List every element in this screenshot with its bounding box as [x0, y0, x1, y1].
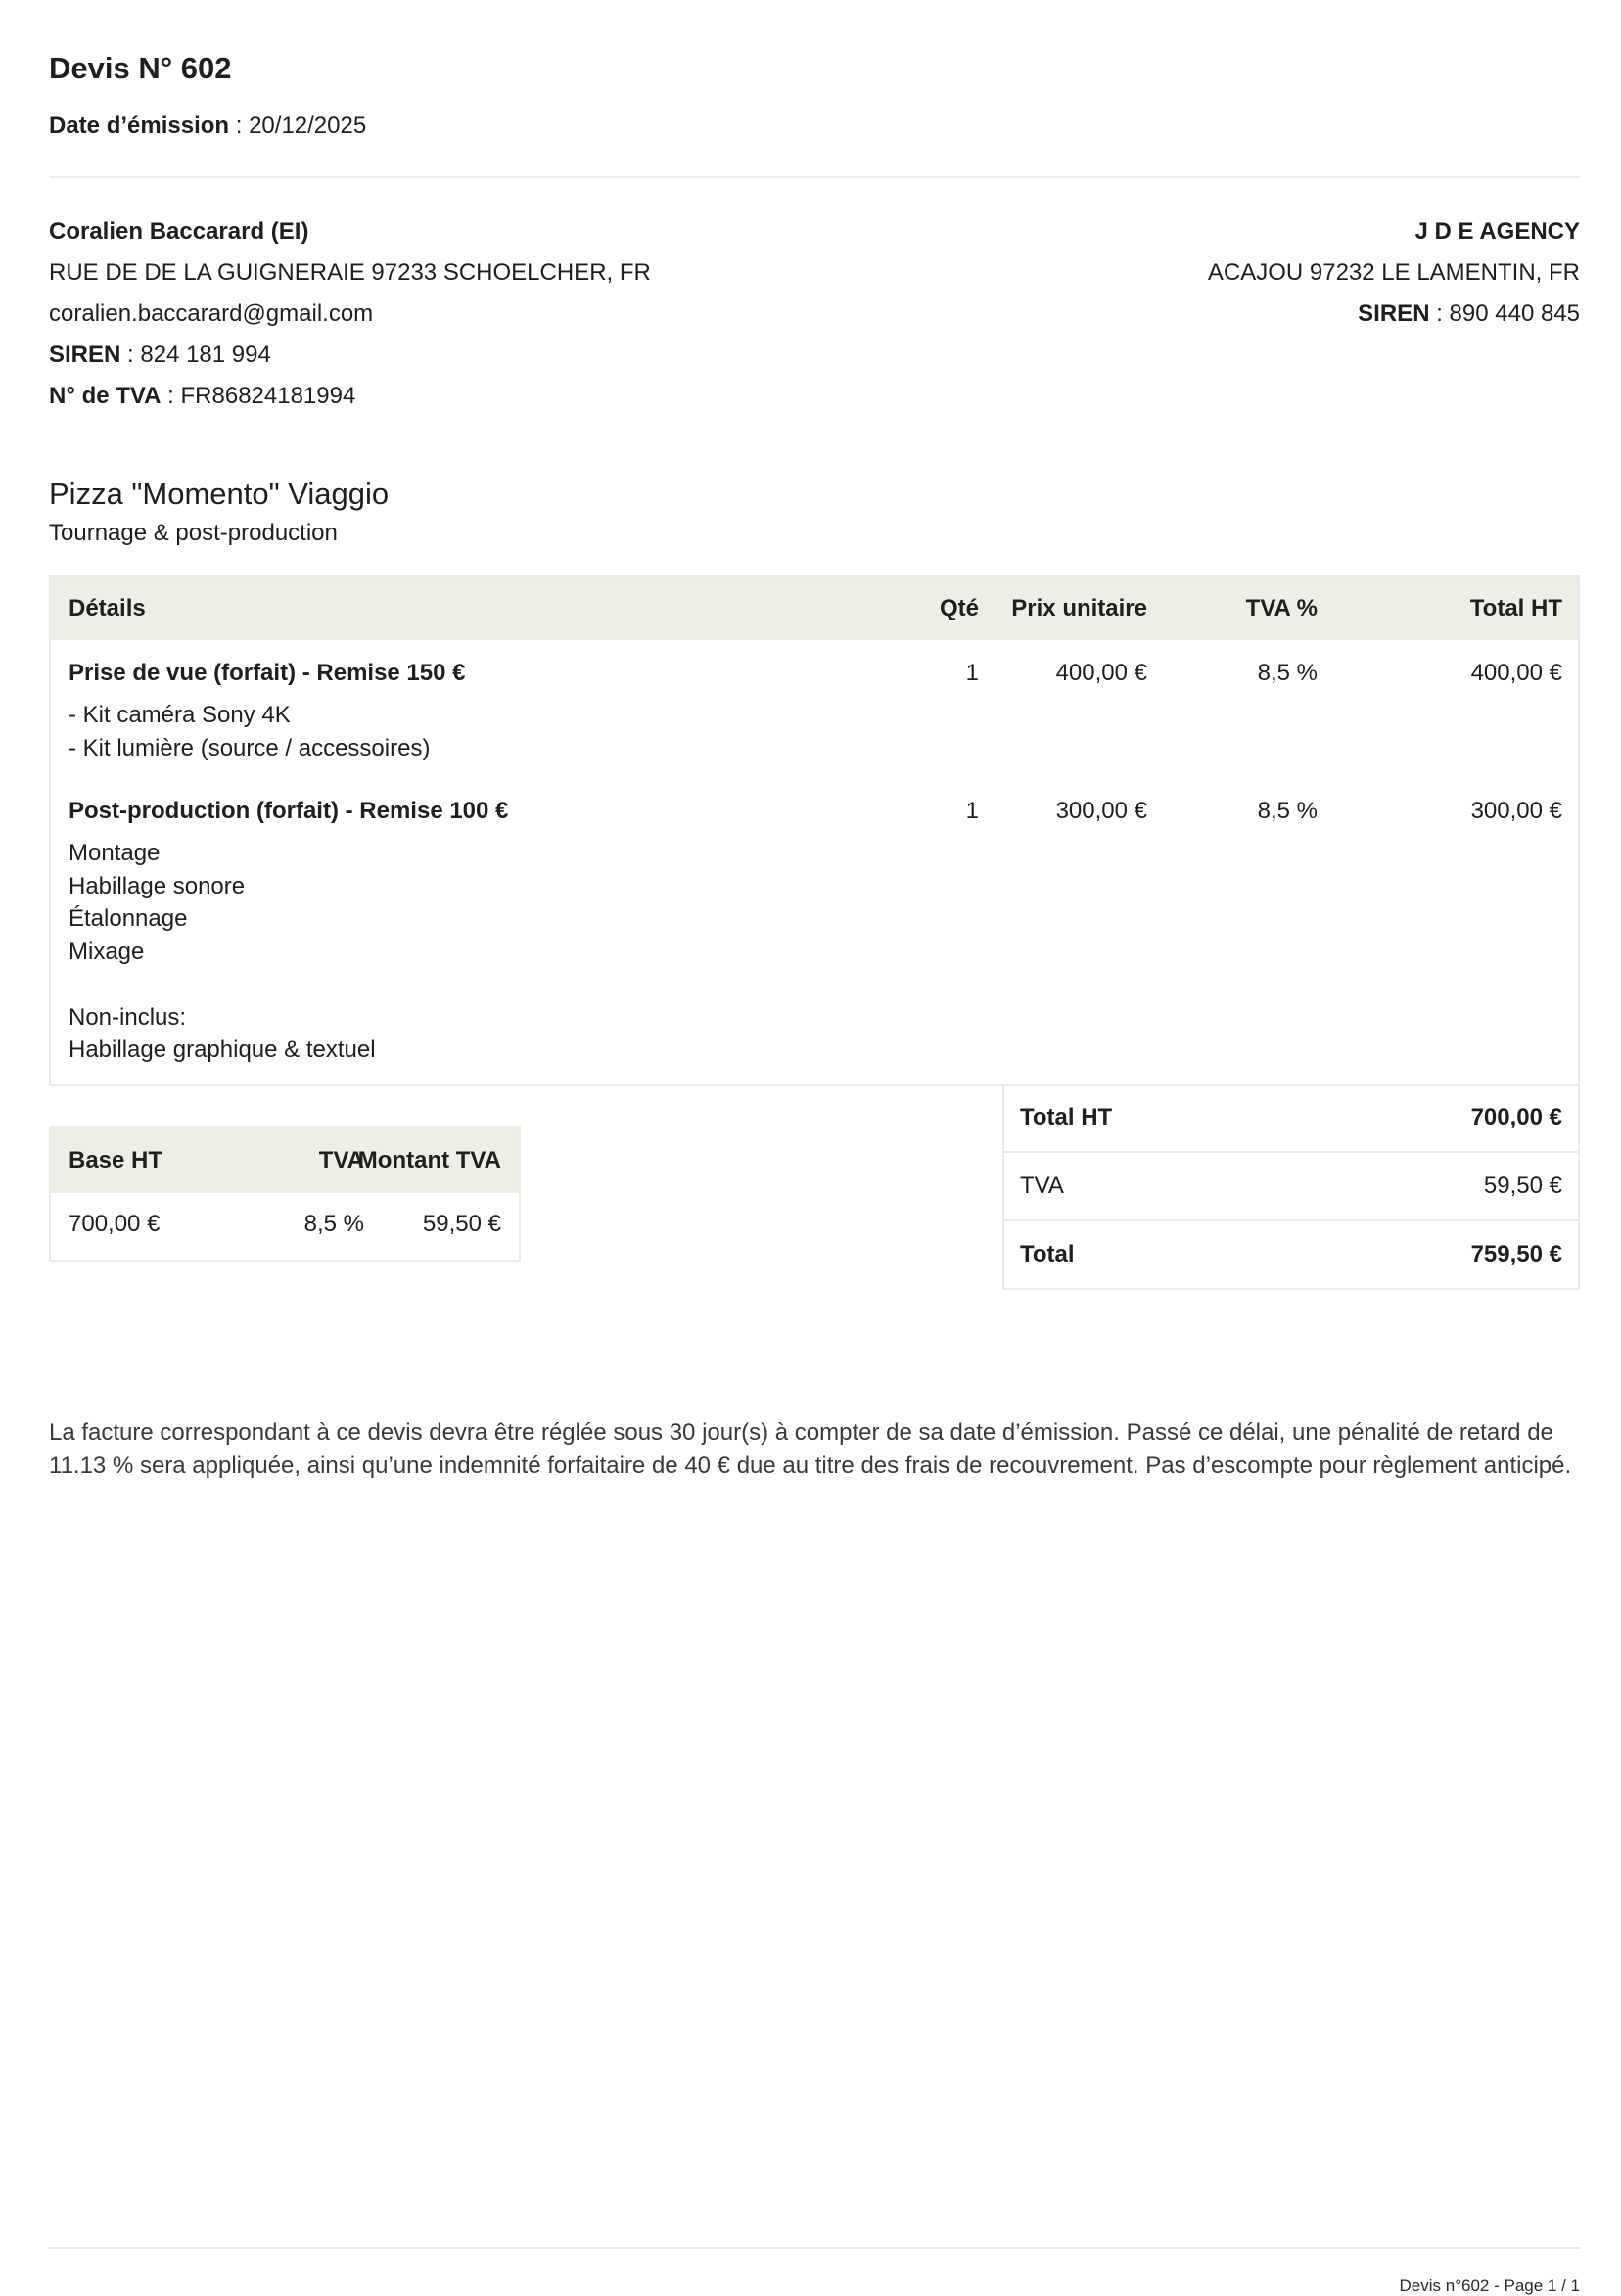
document-title: Devis N° 602 — [49, 51, 232, 85]
sender-email: coralien.baccarard@gmail.com — [49, 300, 374, 327]
sender-tva — [49, 376, 651, 417]
item-title: Prise de vue (forfait) - Remise 150 € — [69, 660, 466, 686]
sender-name: Coralien Baccarard (EI) — [49, 218, 309, 245]
grand-total-value: 759,50 € — [1470, 1241, 1562, 1267]
client-siren-value: : 890 440 845 — [1429, 300, 1580, 327]
header-divider — [49, 176, 1580, 178]
item-total: 400,00 € — [1470, 660, 1562, 686]
sender-siren-value: : 824 181 994 — [120, 342, 271, 368]
vat-header-base: Base HT — [69, 1147, 163, 1173]
header-total: Total HT — [1469, 595, 1562, 621]
client-name: J D E AGENCY — [1414, 218, 1580, 245]
sender-tva-label: N° de TVA — [49, 383, 162, 409]
footer-divider — [49, 2247, 1580, 2249]
sender-siren — [49, 335, 651, 376]
vat-amount-value: 59,50 € — [422, 1211, 501, 1237]
grand-total-row — [1004, 1219, 1578, 1288]
item-vat: 8,5 % — [1257, 798, 1318, 824]
header-details: Détails — [69, 595, 146, 621]
tva-value: 59,50 € — [1483, 1172, 1562, 1199]
vat-base-value: 700,00 € — [69, 1211, 161, 1237]
total-ht-label: Total HT — [1020, 1104, 1113, 1130]
item-total: 300,00 € — [1470, 798, 1562, 824]
sender-siren-label: SIREN — [49, 342, 121, 368]
vat-summary-header — [51, 1128, 519, 1193]
vat-header-amount: Montant TVA — [357, 1147, 501, 1173]
item-vat: 8,5 % — [1257, 660, 1318, 686]
item-description: - Kit caméra Sony 4K - Kit lumière (source / accessoires) — [69, 702, 431, 761]
client-address: ACAJOU 97232 LE LAMENTIN, FR — [1207, 259, 1580, 286]
issue-date — [49, 113, 366, 140]
item-qty: 1 — [965, 798, 979, 824]
grand-total-label: Total — [1020, 1241, 1075, 1267]
item-title: Post-production (forfait) - Remise 100 € — [69, 798, 509, 824]
table-row — [51, 1193, 519, 1260]
vat-summary-table — [49, 1126, 521, 1262]
issue-date-value: 20/12/2025 — [249, 113, 367, 139]
sender-block — [49, 211, 651, 417]
issue-date-label: Date d’émission — [49, 113, 230, 139]
project-subtitle: Tournage & post-production — [49, 520, 338, 546]
total-ht-row — [1004, 1084, 1578, 1151]
quote-page — [49, 0, 1580, 2295]
client-siren-label: SIREN — [1358, 300, 1430, 327]
header-qty: Qté — [939, 595, 979, 621]
page-footer: Devis n°602 - Page 1 / 1 — [1399, 2276, 1580, 2295]
header-unit-price: Prix unitaire — [1011, 595, 1147, 621]
header-vat: TVA % — [1245, 595, 1318, 621]
totals-block — [1002, 1084, 1580, 1290]
tva-label: TVA — [1020, 1172, 1064, 1199]
client-siren — [1208, 294, 1580, 335]
item-unit-price: 300,00 € — [1055, 798, 1147, 824]
project-title: Pizza "Momento" Viaggio — [49, 477, 390, 511]
client-block — [1208, 211, 1580, 335]
item-qty: 1 — [965, 660, 979, 686]
sender-tva-value: : FR86824181994 — [161, 383, 356, 409]
item-unit-price: 400,00 € — [1055, 660, 1147, 686]
tva-row — [1004, 1151, 1578, 1219]
items-table-header — [51, 577, 1578, 640]
vat-header-rate: TVA — [318, 1147, 364, 1173]
items-table — [49, 575, 1580, 1086]
item-description: Montage Habillage sonore Étalonnage Mixage Non-inclus: Habillage graphique & textuel — [69, 840, 376, 1063]
issue-date-separator: : — [229, 113, 250, 139]
total-ht-value: 700,00 € — [1470, 1104, 1562, 1130]
sender-address: RUE DE DE LA GUIGNERAIE 97233 SCHOELCHER, FR — [49, 259, 651, 286]
payment-terms: La facture correspondant à ce devis devra être réglée sous 30 jour(s) à compter de sa date d’émission. Passé ce délai, une pénalité de retard de 11.13 % sera appliquée, ainsi qu’une indemnité forfaitaire de 40 € due au titre des frais de recouvrement. Pas d’escompte pour règlement anticipé. — [49, 1419, 1572, 1479]
vat-rate-value: 8,5 % — [303, 1211, 364, 1237]
